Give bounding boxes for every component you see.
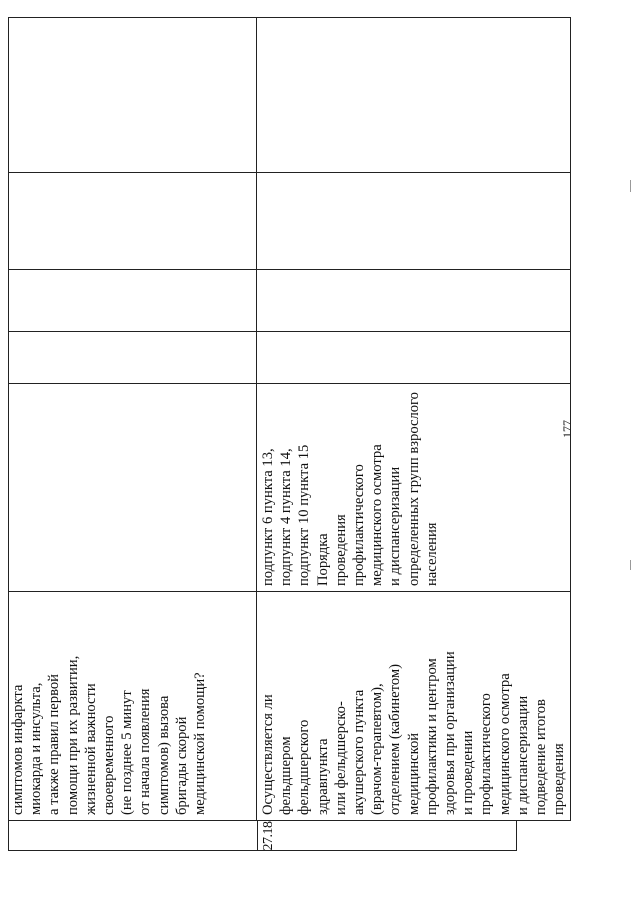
table-row bbox=[9, 18, 257, 821]
number-column-divider bbox=[257, 820, 258, 850]
page-number: 177 bbox=[560, 420, 574, 438]
scan-mark bbox=[630, 560, 631, 570]
checklist-table bbox=[8, 17, 571, 821]
reference-cell bbox=[9, 384, 257, 592]
answer-no-cell bbox=[257, 270, 571, 332]
reference-cell: подпункт 6 пункта 13, подпункт 4 пункта 14, подпункт 10 пункта 15 Порядка проведения профилактического медицинского осмотра и диспансеризации определенных групп взрослого населения bbox=[257, 384, 571, 592]
note-cell bbox=[9, 18, 257, 173]
answer-yes-cell bbox=[257, 332, 571, 384]
question-cell: Осуществляется ли фельдшером фельдшерского здравпункта или фельдшерско- акушерского пункта (врачом-терапевтом), отделением (кабинетом) медицинской профилактики и центром здоровья при организации и проведении профилактического медицинского осмотра и диспансеризации подведение итогов проведения bbox=[257, 592, 571, 821]
scan-mark bbox=[630, 180, 631, 192]
note-cell bbox=[257, 18, 571, 173]
table-row bbox=[257, 18, 571, 821]
answer-no-cell bbox=[9, 270, 257, 332]
row-number-27-18: 27.18 bbox=[261, 821, 276, 851]
question-cell: симптомов инфаркта миокарда и инсульта, а также правил первой помощи при их развитии, жизненной важности своевременного (не позднее 5 минут от начала появления симптомов) вызова бригады скорой медицинской помощи? bbox=[9, 592, 257, 821]
not-applicable-cell bbox=[257, 173, 571, 270]
answer-yes-cell bbox=[9, 332, 257, 384]
not-applicable-cell bbox=[9, 173, 257, 270]
